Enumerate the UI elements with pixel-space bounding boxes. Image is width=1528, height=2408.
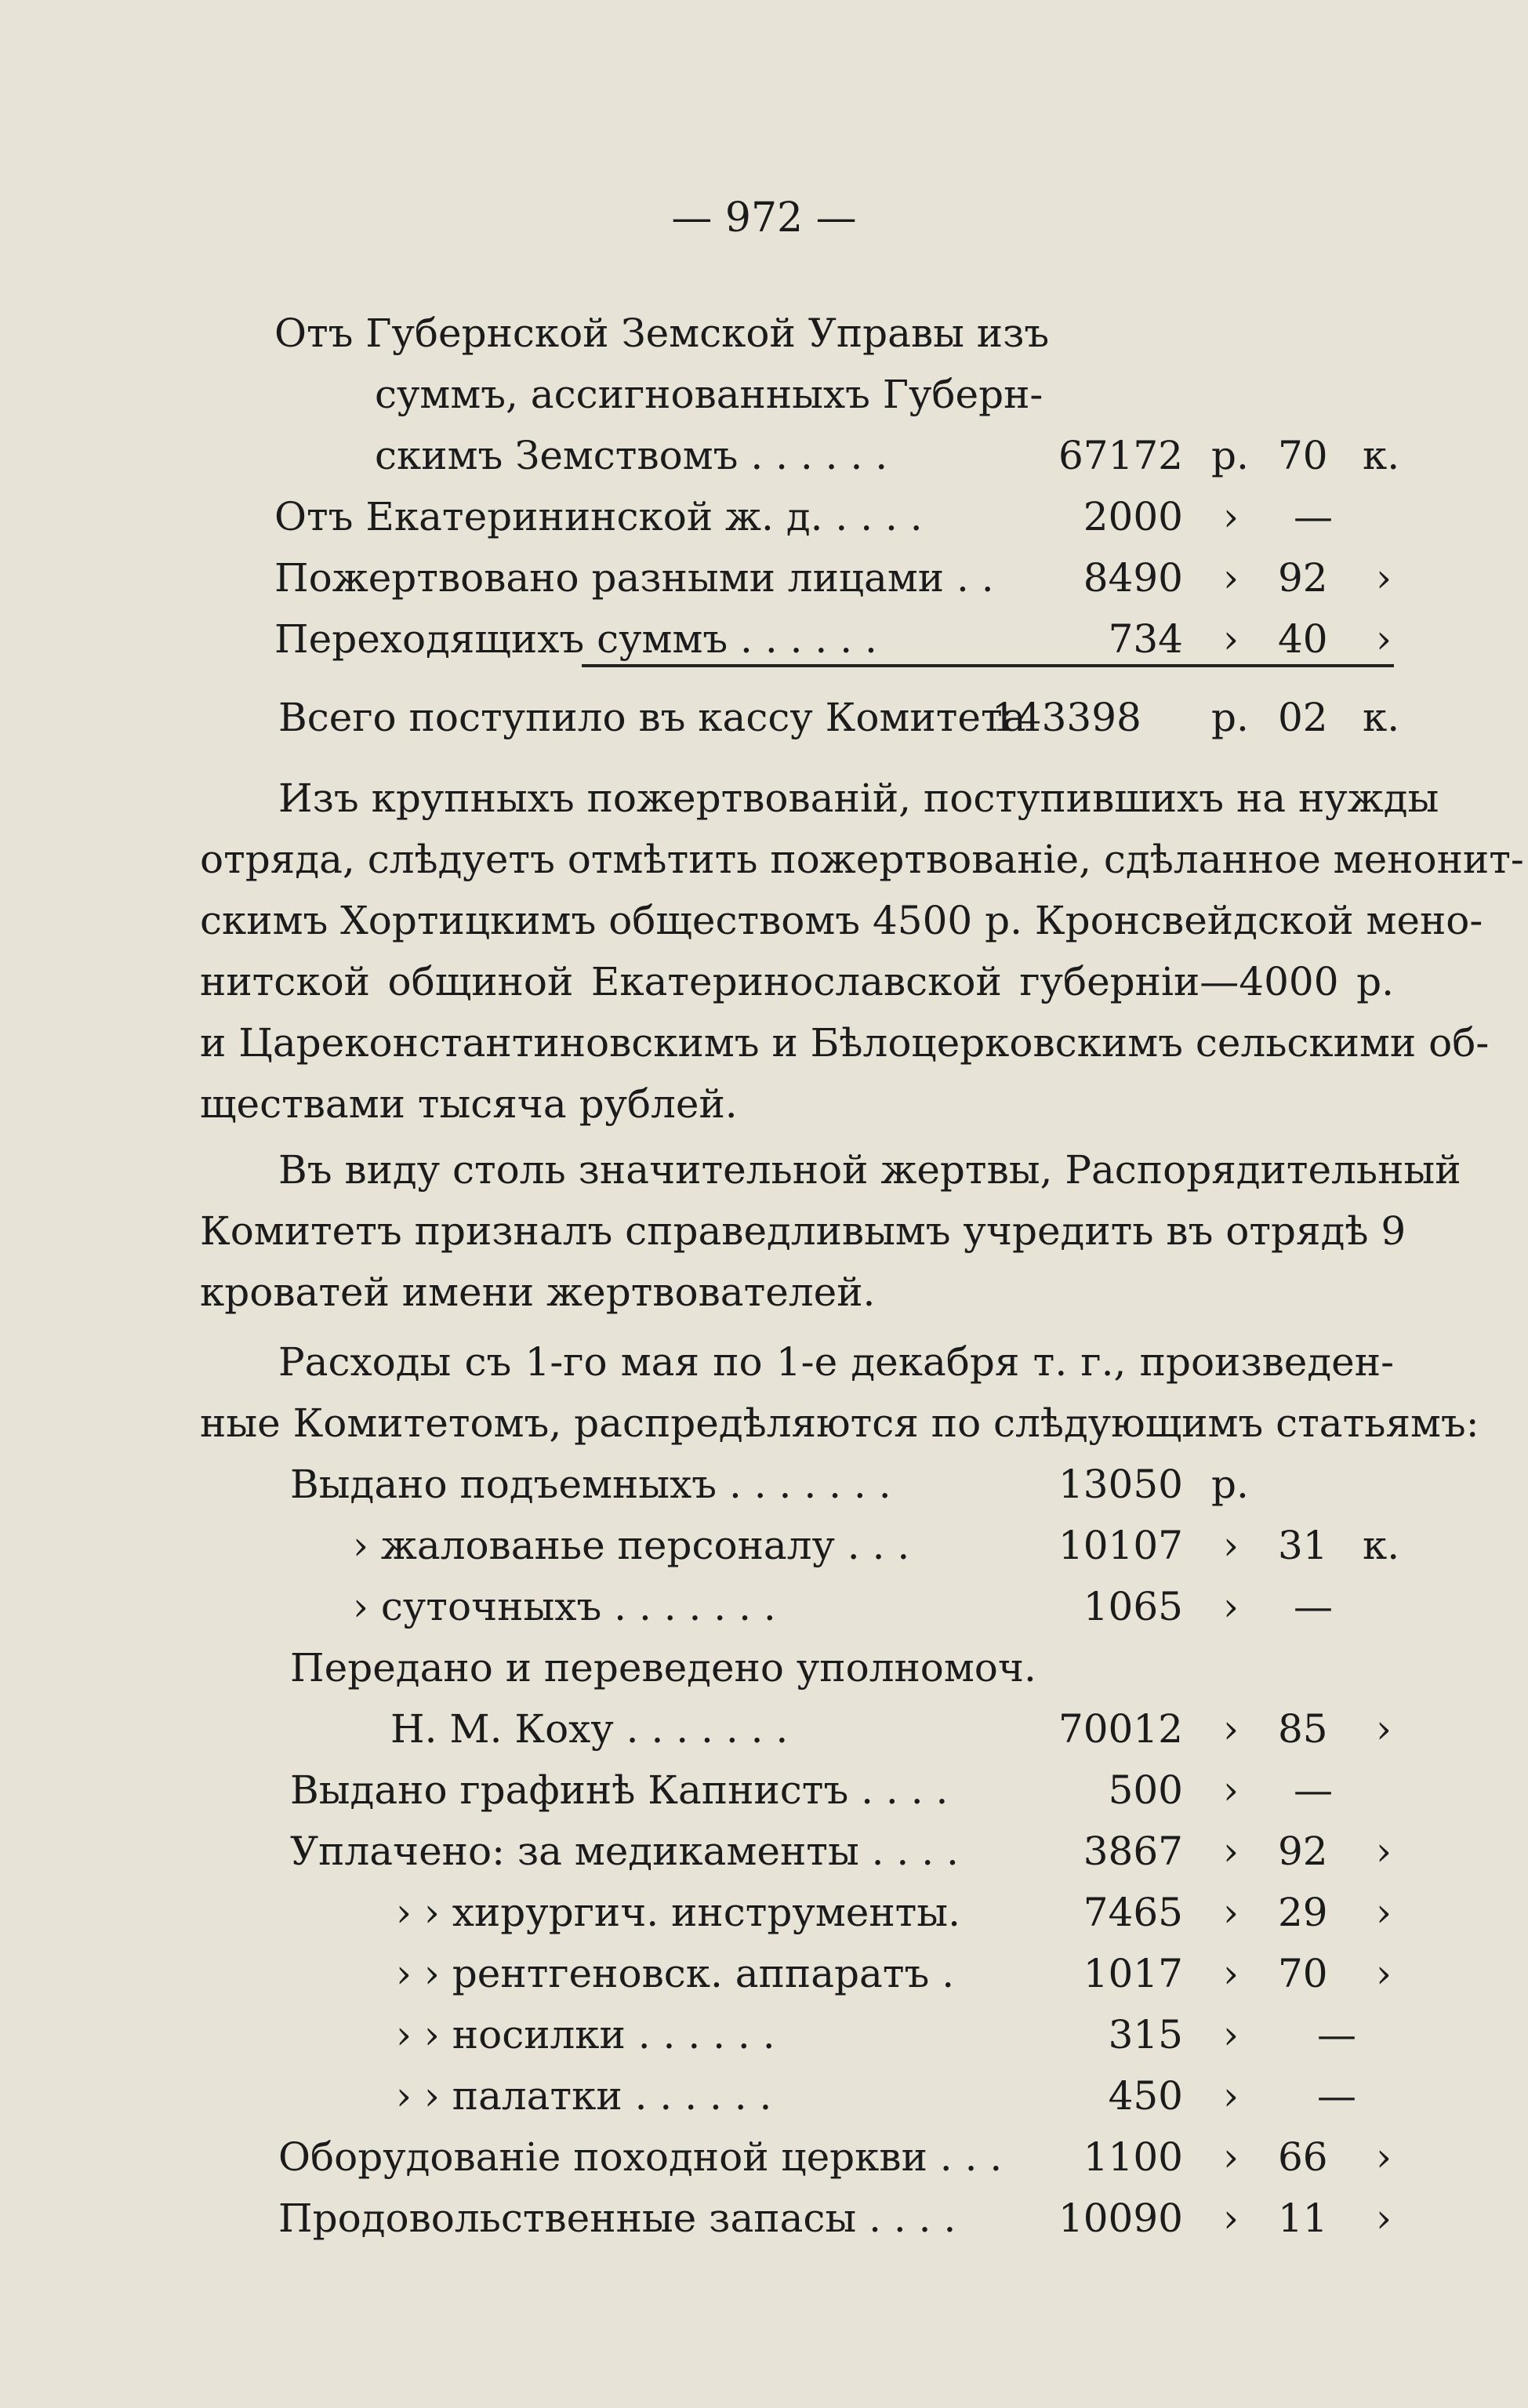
- income-amount-4: 734: [1108, 616, 1183, 662]
- expense-label: › › носилки . . . . . .: [396, 2012, 775, 2058]
- para1-line-2: отряда, слѣдуетъ отмѣтить пожертвованіе, сдѣланное менонит-: [200, 837, 1524, 882]
- expense-amount: 10090: [1058, 2196, 1183, 2241]
- expense-kop: 85: [1278, 1706, 1328, 1752]
- expense-kop: 29: [1278, 1890, 1328, 1935]
- expense-kop: —: [1317, 2073, 1356, 2119]
- expense-amount: 7465: [1083, 1890, 1183, 1935]
- expense-kop: —: [1317, 2012, 1356, 2058]
- expense-amount: 315: [1108, 2012, 1183, 2058]
- expense-unit: ›: [1376, 2196, 1392, 2241]
- total-amount: 143398: [992, 695, 1141, 740]
- expense-amount: 1100: [1083, 2134, 1183, 2180]
- expense-kop: 11: [1278, 2196, 1328, 2241]
- expense-label: › › палатки . . . . . .: [396, 2073, 772, 2119]
- expense-label: Н. М. Коху . . . . . . .: [390, 1706, 789, 1752]
- income-label-2: Отъ Екатерининской ж. д. . . . .: [274, 494, 923, 539]
- expense-rub: ›: [1223, 2073, 1239, 2119]
- expense-rub: ›: [1223, 1951, 1239, 1996]
- expense-rub: ›: [1223, 2196, 1239, 2241]
- income-kop-4: 40: [1278, 616, 1328, 662]
- income-kop-2: —: [1294, 494, 1333, 539]
- income-kop-1: 70: [1278, 433, 1328, 478]
- income-amount-3: 8490: [1083, 555, 1183, 601]
- income-unit-1: к.: [1363, 433, 1400, 478]
- total-rub: р.: [1211, 695, 1249, 740]
- total-kop: 02: [1278, 695, 1328, 740]
- expense-label: Продовольственные запасы . . . .: [278, 2196, 956, 2241]
- expense-label: › › рентгеновск. аппаратъ .: [396, 1951, 955, 1996]
- expense-unit: к.: [1363, 1523, 1400, 1568]
- income-unit-4: ›: [1376, 616, 1392, 662]
- income-rub-3: ›: [1223, 555, 1239, 601]
- income-label-4: Переходящихъ суммъ . . . . . .: [274, 616, 877, 662]
- expense-amount: 1017: [1083, 1951, 1183, 1996]
- income-kop-3: 92: [1278, 555, 1328, 601]
- expense-rub: ›: [1223, 1584, 1239, 1629]
- para1-line-6: ществами тысяча рублей.: [200, 1081, 738, 1127]
- expense-amount: 13050: [1058, 1462, 1183, 1507]
- income-unit-3: ›: [1376, 555, 1392, 601]
- expense-amount: 3867: [1083, 1829, 1183, 1874]
- expense-unit: ›: [1376, 2134, 1392, 2180]
- expense-amount: 450: [1108, 2073, 1183, 2119]
- expense-amount: 500: [1108, 1767, 1183, 1813]
- income-line-3: скимъ Земствомъ . . . . . .: [375, 433, 888, 478]
- para1-line-1: Изъ крупныхъ пожертвованій, поступившихъ на нужды: [278, 775, 1439, 821]
- income-amount-1: 67172: [1058, 433, 1183, 478]
- expense-rub: р.: [1211, 1462, 1249, 1507]
- expense-label: Оборудованіе походной церкви . . .: [278, 2134, 1003, 2180]
- expense-unit: ›: [1376, 1829, 1392, 1874]
- expense-kop: 92: [1278, 1829, 1328, 1874]
- expense-label: Уплачено: за медикаменты . . . .: [290, 1829, 959, 1874]
- income-rub-4: ›: [1223, 616, 1239, 662]
- expense-amount: 1065: [1083, 1584, 1183, 1629]
- para2-line-3: кроватей имени жертвователей.: [200, 1269, 876, 1315]
- income-line-1: Отъ Губернской Земской Управы изъ: [274, 311, 1050, 356]
- income-label-3: Пожертвовано разными лицами . .: [274, 555, 994, 601]
- total-label: Всего поступило въ кассу Комитета: [278, 695, 1026, 740]
- sum-rule: [582, 664, 1394, 667]
- income-rub-2: ›: [1223, 494, 1239, 539]
- para1-line-5: и Цареконстантиновскимъ и Бѣлоцерковскимъ сельскими об-: [200, 1020, 1490, 1066]
- expense-rub: ›: [1223, 1767, 1239, 1813]
- para1-line-3: скимъ Хортицкимъ обществомъ 4500 р. Кронсвейдской мено-: [200, 898, 1483, 943]
- income-rub-1: р.: [1211, 433, 1249, 478]
- expense-label: Выдано подъемныхъ . . . . . . .: [290, 1462, 891, 1507]
- income-line-2: суммъ, ассигнованныхъ Губерн-: [375, 372, 1043, 417]
- para3-line-1: Расходы съ 1-го мая по 1-е декабря т. г., произведен-: [278, 1339, 1394, 1385]
- expense-kop: —: [1294, 1584, 1333, 1629]
- expense-rub: ›: [1223, 1890, 1239, 1935]
- expense-unit: ›: [1376, 1706, 1392, 1752]
- expense-kop: 66: [1278, 2134, 1328, 2180]
- expense-rub: ›: [1223, 1829, 1239, 1874]
- expense-rub: ›: [1223, 1706, 1239, 1752]
- expense-kop: 70: [1278, 1951, 1328, 1996]
- para2-line-2: Комитетъ призналъ справедливымъ учредить въ отрядѣ 9: [200, 1208, 1406, 1254]
- expense-label: › суточныхъ . . . . . . .: [353, 1584, 776, 1629]
- expense-rub: ›: [1223, 1523, 1239, 1568]
- expense-rub: ›: [1223, 2012, 1239, 2058]
- expense-amount: 70012: [1058, 1706, 1183, 1752]
- expense-unit: ›: [1376, 1951, 1392, 1996]
- para1-line-4: нитской общиной Екатеринославской губерніи—4000 р.: [200, 959, 1394, 1004]
- expense-kop: 31: [1278, 1523, 1328, 1568]
- total-unit: к.: [1363, 695, 1400, 740]
- page-number: — 972 —: [671, 194, 857, 242]
- expense-amount: 10107: [1058, 1523, 1183, 1568]
- expense-unit: ›: [1376, 1890, 1392, 1935]
- expense-rub: ›: [1223, 2134, 1239, 2180]
- para2-line-1: Въ виду столь значительной жертвы, Распорядительный: [278, 1147, 1461, 1193]
- expense-label: › › хирургич. инструменты.: [396, 1890, 960, 1935]
- expense-label: › жалованье персоналу . . .: [353, 1523, 910, 1568]
- para3-line-2: ные Комитетомъ, распредѣляются по слѣдующимъ статьямъ:: [200, 1400, 1479, 1446]
- expense-kop: —: [1294, 1767, 1333, 1813]
- income-amount-2: 2000: [1083, 494, 1183, 539]
- expense-label: Передано и переведено уполномоч.: [290, 1645, 1036, 1691]
- expense-label: Выдано графинѣ Капнистъ . . . .: [290, 1767, 949, 1813]
